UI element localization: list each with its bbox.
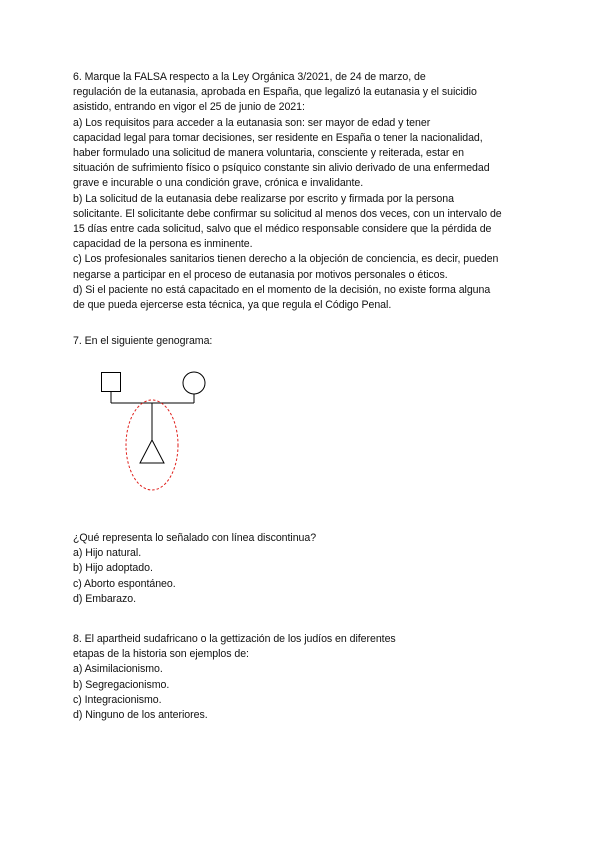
question-7-prompt: ¿Qué representa lo señalado con línea discontinua?: [73, 532, 317, 544]
question-6-line: 15 días entre cada solicitud, salvo que el médico responsable considere que la pérdida de: [73, 223, 492, 236]
question-6-line: 6. Marque la FALSA respecto a la Ley Orgánica 3/2021, de 24 de marzo, de: [73, 71, 426, 83]
question-6: [73, 70, 543, 313]
question-7-body: [73, 531, 543, 607]
question-7-option-b: b) Hijo adoptado.: [73, 562, 153, 575]
question-6-option-d: d) Si el paciente no está capacitado en el momento de la decisión, no existe forma alguna: [73, 283, 491, 296]
question-7-title: [73, 334, 543, 349]
question-6-line: capacidad de la persona es inminente.: [73, 238, 253, 251]
question-6-option-b: b) La solicitud de la eutanasia debe realizarse por escrito y firmada por la persona: [73, 192, 454, 205]
genogram-diagram: [95, 365, 215, 495]
question-6-line: negarse a participar en el proceso de eutanasia por motivos personales o éticos.: [73, 268, 448, 281]
question-6-line: regulación de la eutanasia, aprobada en España, que legalizó la eutanasia y el suicidio: [73, 86, 477, 99]
question-8: [73, 632, 543, 723]
question-6-line: grave e incurable o una condición grave, crónica e invalidante.: [73, 177, 364, 190]
question-8-line: 8. El apartheid sudafricano o la gettización de los judíos en diferentes: [73, 633, 396, 645]
question-8-option-c: c) Integracionismo.: [73, 693, 162, 706]
question-6-line: de que pueda ejercerse esta técnica, ya que regula el Código Penal.: [73, 299, 392, 312]
question-8-line: etapas de la historia son ejemplos de:: [73, 648, 249, 661]
father-square: [102, 373, 121, 392]
question-7-option-d: d) Embarazo.: [73, 592, 136, 605]
question-7-option-a: a) Hijo natural.: [73, 547, 142, 560]
question-7-option-c: c) Aborto espontáneo.: [73, 577, 176, 590]
question-6-line: capacidad legal para tomar decisiones, ser residente en España o tener la nacionalidad,: [73, 131, 483, 144]
question-6-line: solicitante. El solicitante debe confirmar su solicitud al menos dos veces, con un intervalo de: [73, 207, 502, 220]
pregnancy-triangle: [140, 440, 164, 463]
question-6-line: haber formulado una solicitud de manera voluntaria, consciente y reiterada, estar en: [73, 147, 464, 160]
question-8-option-d: d) Ninguno de los anteriores.: [73, 709, 208, 722]
mother-circle: [183, 372, 205, 394]
question-8-option-b: b) Segregacionismo.: [73, 678, 170, 691]
question-8-option-a: a) Asimilacionismo.: [73, 663, 163, 676]
question-6-option-a: a) Los requisitos para acceder a la eutanasia son: ser mayor de edad y tener: [73, 116, 431, 129]
question-7-title-text: 7. En el siguiente genograma:: [73, 335, 213, 347]
question-6-line: asistido, entrando en vigor el 25 de junio de 2021:: [73, 101, 305, 114]
question-6-option-c: c) Los profesionales sanitarios tienen derecho a la objeción de conciencia, es decir, pueden: [73, 253, 499, 266]
question-6-line: situación de sufrimiento físico o psíquico constante sin alivio derivado de una enfermedad: [73, 162, 490, 175]
